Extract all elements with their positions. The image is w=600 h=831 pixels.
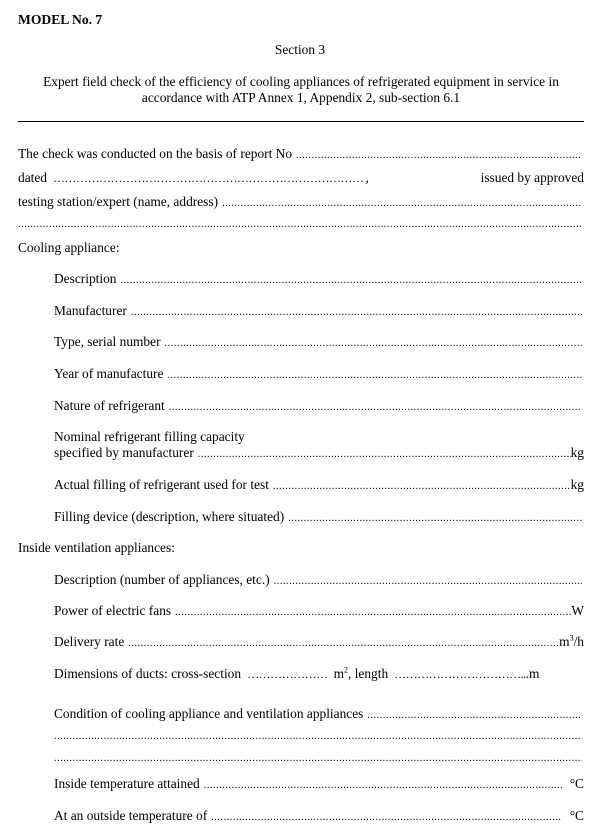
station-field[interactable] — [222, 196, 582, 212]
station-label: testing station/expert (name, address) — [18, 194, 219, 209]
station-row — [18, 194, 584, 212]
type-serial-label: Type, serial number — [54, 334, 161, 349]
filling-device-field[interactable] — [288, 511, 582, 527]
station-continuation-row — [18, 217, 584, 233]
report-number-label: The check was conducted on the basis of report No — [18, 146, 293, 161]
manufacturer-field[interactable] — [131, 305, 582, 321]
condition-field[interactable] — [367, 708, 582, 724]
ducts-label: Dimensions of ducts: cross-section — [54, 666, 242, 681]
dated-row: dated ……………………………………………………………………… , issued by approved — [18, 170, 584, 186]
manufacturer-label: Manufacturer — [54, 303, 127, 318]
vent-description-label: Description (number of appliances, etc.) — [54, 572, 270, 587]
filling-device-label: Filling device (description, where situated) — [54, 509, 285, 524]
condition-row — [54, 706, 584, 724]
year-field[interactable] — [167, 368, 582, 384]
cooling-description-field[interactable] — [120, 273, 582, 289]
refrigerant-row — [54, 398, 584, 416]
capacity-label-line1: Nominal refrigerant filling capacity — [54, 429, 245, 444]
condition-continuation-field-2[interactable] — [54, 751, 582, 767]
year-label: Year of manufacture — [54, 366, 164, 381]
refrigerant-field[interactable] — [169, 400, 582, 416]
capacity-row — [54, 445, 584, 463]
ducts-length-label: , length — [348, 666, 389, 681]
delivery-rate-field[interactable] — [128, 636, 559, 652]
condition-continuation-field-1[interactable] — [54, 729, 582, 745]
inside-temperature-field[interactable] — [204, 778, 562, 794]
ducts-cross-section-field[interactable] — [247, 666, 328, 682]
outside-temperature-field[interactable] — [211, 810, 562, 826]
vent-description-row — [54, 572, 584, 590]
ducts-length-field[interactable] — [394, 666, 526, 682]
type-serial-field[interactable] — [165, 336, 582, 352]
actual-filling-row — [54, 477, 584, 495]
form-description: Expert field check of the efficiency of cooling appliances of refrigerated equipment in service in accordance with ATP Annex 1, Appendix 2, sub-section 6.1 — [43, 74, 559, 105]
outside-temperature-unit: °C — [569, 808, 584, 823]
condition-continuation-row-1 — [54, 729, 584, 745]
outside-temperature-row — [54, 808, 584, 826]
section-title: Section 3 — [274, 42, 326, 57]
actual-filling-field[interactable] — [273, 479, 571, 495]
issued-label: issued by approved — [480, 170, 584, 185]
fan-power-row — [54, 603, 584, 621]
ducts-row — [54, 666, 584, 682]
report-number-row — [18, 146, 584, 164]
delivery-rate-unit: $m^3/h$ — [559, 633, 584, 649]
actual-filling-unit: kg — [570, 477, 584, 492]
ducts-area-unit: $m^2$ — [333, 665, 348, 681]
vent-description-field[interactable] — [274, 574, 582, 590]
condition-continuation-row-2 — [54, 751, 584, 767]
fan-power-label: Power of electric fans — [54, 603, 172, 618]
actual-filling-label: Actual filling of refrigerant used for test — [54, 477, 269, 492]
year-row — [54, 366, 584, 384]
cooling-heading: Cooling appliance: — [18, 240, 120, 255]
header-divider — [18, 121, 584, 122]
manufacturer-row — [54, 303, 584, 321]
condition-label: Condition of cooling appliance and ventilation appliances — [54, 706, 364, 721]
inside-temperature-label: Inside temperature attained — [54, 776, 200, 791]
ducts-length-unit: .m — [525, 666, 540, 681]
dated-field[interactable] — [53, 170, 364, 186]
cooling-description-row — [54, 271, 584, 289]
outside-temperature-label: At an outside temperature of — [54, 808, 208, 823]
inside-temperature-unit: °C — [569, 776, 584, 791]
cooling-description-label: Description — [54, 271, 117, 286]
delivery-rate-label: Delivery rate — [54, 634, 125, 649]
fan-power-unit: W — [571, 603, 584, 618]
report-number-field[interactable] — [296, 148, 582, 164]
fan-power-field[interactable] — [175, 605, 571, 621]
dated-label: dated — [18, 170, 47, 185]
capacity-field[interactable] — [198, 447, 571, 463]
station-continuation-field[interactable] — [18, 217, 582, 233]
capacity-unit: kg — [570, 445, 584, 460]
inside-temperature-row — [54, 776, 584, 794]
ventilation-heading: Inside ventilation appliances: — [18, 540, 175, 555]
refrigerant-label: Nature of refrigerant — [54, 398, 165, 413]
capacity-label-line2: specified by manufacturer — [54, 445, 194, 460]
filling-device-row — [54, 509, 584, 527]
delivery-rate-row — [54, 634, 584, 652]
model-number: MODEL No. 7 — [18, 12, 103, 27]
type-serial-row — [54, 334, 584, 352]
